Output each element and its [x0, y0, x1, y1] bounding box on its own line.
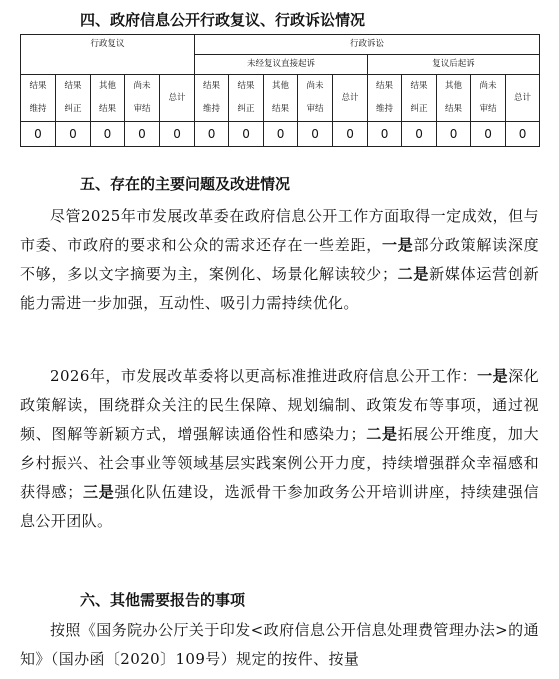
review-total-header: 总计 — [160, 75, 195, 122]
direct-pending-header: 尚未 审结 — [298, 75, 333, 122]
after-total-header: 总计 — [506, 75, 540, 122]
table-cell: 0 — [125, 122, 160, 147]
table-cell: 0 — [368, 122, 402, 147]
review-other-header: 其他 结果 — [91, 75, 125, 122]
review-group-header: 行政复议 — [21, 35, 195, 75]
other-matters-paragraph: 按照《国务院办公厅关于印发<政府信息公开信息处理费管理办法>的通知》（国办函〔2020〕109号）规定的按件、按量 — [20, 621, 539, 668]
direct-other-header: 其他 结果 — [264, 75, 298, 122]
direct-total-header: 总计 — [333, 75, 368, 122]
lawsuit-group-header: 行政诉讼 — [195, 35, 540, 55]
table-cell: 0 — [21, 122, 56, 147]
table-cell: 0 — [160, 122, 195, 147]
after-correct-header: 结果 纠正 — [402, 75, 437, 122]
table-cell: 0 — [264, 122, 298, 147]
section-5-heading: 五、存在的主要问题及改进情况 — [80, 175, 291, 193]
direct-lawsuit-header: 未经复议直接起诉 — [195, 55, 368, 75]
table-cell: 0 — [56, 122, 91, 147]
review-correct-header: 结果 纠正 — [56, 75, 91, 122]
section-4-heading: 四、政府信息公开行政复议、行政诉讼情况 — [80, 11, 366, 29]
table-cell: 0 — [195, 122, 229, 147]
table-cell: 0 — [298, 122, 333, 147]
improvements-paragraph: 2026年，市发展改革委将以更高标准推进政府信息公开工作：一是深化政策解读，围绕群众关注的民生保障、规划编制、政策发布等事项，通过视频、图解等新颖方式，增强解读通俗性和感染力；二是拓展公开维度，加大乡村振兴、社会事业等领域基层实践案例公开力度，持续增强群众幸福感和获得感；三是强化队伍建设，选派骨干参加政务公开培训讲座，持续建强信息公开团队。 — [20, 367, 539, 530]
section-6-heading: 六、其他需要报告的事项 — [80, 591, 246, 609]
table-cell: 0 — [402, 122, 437, 147]
table-cell: 0 — [506, 122, 540, 147]
after-pending-header: 尚未 审结 — [471, 75, 506, 122]
direct-maintain-header: 结果 维持 — [195, 75, 229, 122]
review-lawsuit-table — [20, 34, 540, 147]
after-other-header: 其他 结果 — [437, 75, 471, 122]
review-pending-header: 尚未 审结 — [125, 75, 160, 122]
problems-paragraph: 尽管2025年市发展改革委在政府信息公开工作方面取得一定成效，但与市委、市政府的要求和公众的需求还存在一些差距，一是部分政策解读深度不够，多以文字摘要为主，案例化、场景化解读较少；二是新媒体运营创新能力需进一步加强，互动性、吸引力需持续优化。 — [20, 207, 539, 312]
table-cell: 0 — [333, 122, 368, 147]
after-maintain-header: 结果 维持 — [368, 75, 402, 122]
table-cell: 0 — [91, 122, 125, 147]
review-maintain-header: 结果 维持 — [21, 75, 56, 122]
direct-correct-header: 结果 纠正 — [229, 75, 264, 122]
table-cell: 0 — [437, 122, 471, 147]
after-review-lawsuit-header: 复议后起诉 — [368, 55, 540, 75]
table-cell: 0 — [229, 122, 264, 147]
table-cell: 0 — [471, 122, 506, 147]
